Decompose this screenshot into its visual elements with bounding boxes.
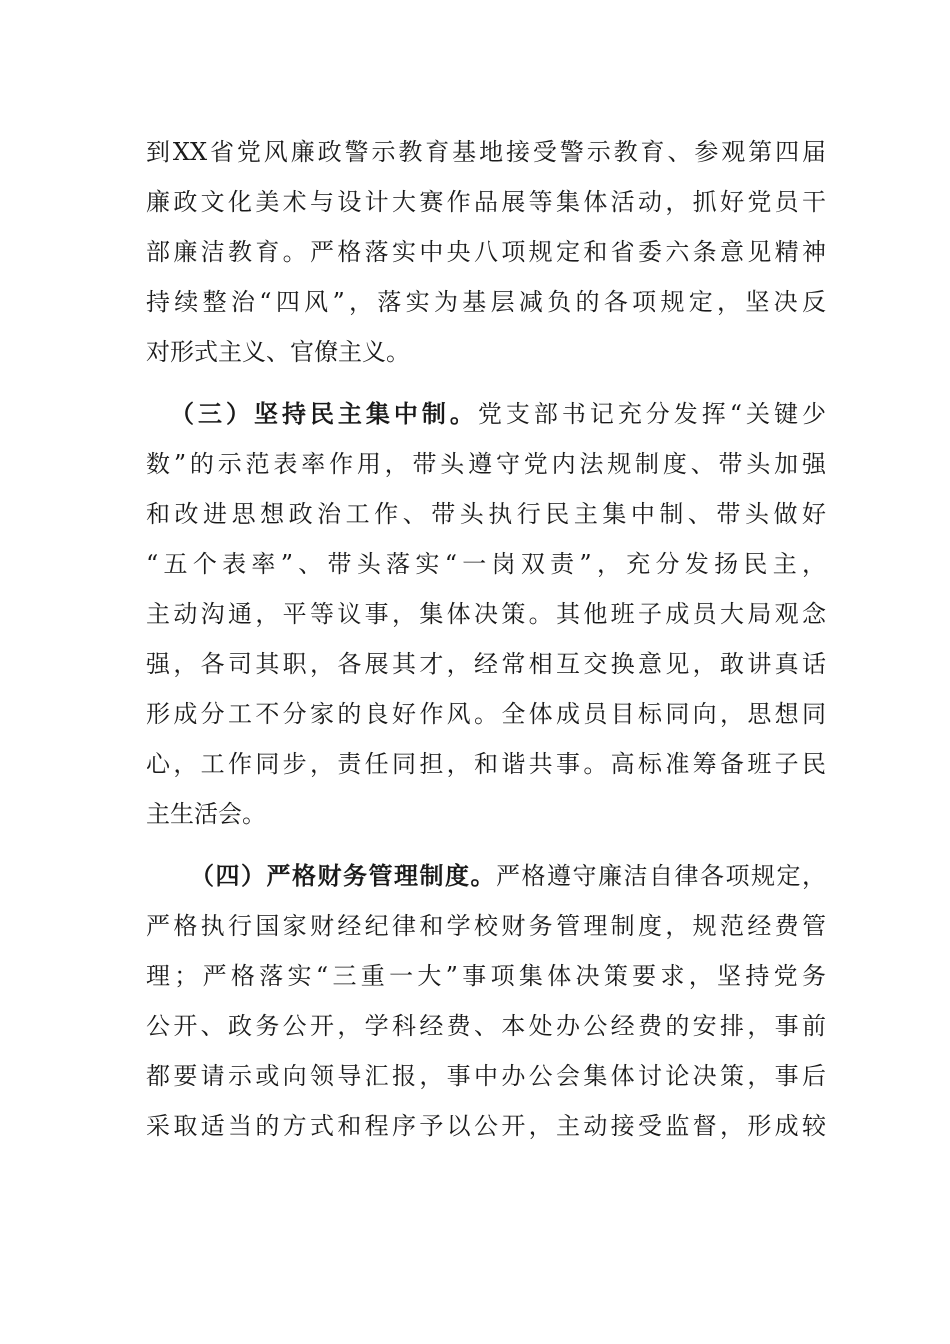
text-line: 和改进思想政治工作、带头执行民主集中制、带头做好	[146, 500, 826, 528]
section-heading: （四）严格财务管理制度。	[190, 861, 496, 890]
text-line: 都要请示或向领导汇报，事中办公会集体讨论决策，事后	[146, 1062, 826, 1090]
text-line: 严格执行国家财经纪律和学校财务管理制度，规范经费管	[146, 912, 826, 940]
text-line: 采取适当的方式和程序予以公开，主动接受监督，形成较	[146, 1112, 826, 1140]
text-line: 数”的示范表率作用，带头遵守党内法规制度、带头加强	[146, 450, 826, 478]
text-line: 理；严格落实“三重一大”事项集体决策要求，坚持党务	[146, 962, 826, 990]
text-line: 廉政文化美术与设计大赛作品展等集体活动，抓好党员干	[146, 188, 826, 216]
paragraph-2	[146, 389, 826, 839]
text-line: 心，工作同步，责任同担，和谐共事。高标准筹备班子民	[146, 750, 826, 778]
text-line: 主生活会。	[146, 800, 266, 828]
text-span: 严格遵守廉洁自律各项规定，	[496, 862, 826, 890]
text-line: 部廉洁教育。严格落实中央八项规定和省委六条意见精神	[146, 238, 826, 266]
paragraph-1	[146, 127, 826, 377]
paragraph-3	[146, 851, 826, 1151]
text-line	[146, 851, 826, 901]
text-line: 持续整治“四风”，落实为基层减负的各项规定，坚决反	[146, 288, 826, 316]
text-line: 强，各司其职，各展其才，经常相互交换意见，敢讲真话	[146, 650, 826, 678]
text-line: 公开、政务公开，学科经费、本处办公经费的安排，事前	[146, 1012, 826, 1040]
document-body	[146, 127, 826, 1151]
text-line: “五个表率”、带头落实“一岗双责”，充分发扬民主，	[146, 550, 826, 578]
text-line: 形成分工不分家的良好作风。全体成员目标同向，思想同	[146, 700, 826, 728]
text-line: 主动沟通，平等议事，集体决策。其他班子成员大局观念	[146, 600, 826, 628]
text-line	[146, 389, 826, 439]
text-line: 到XX省党风廉政警示教育基地接受警示教育、参观第四届	[146, 138, 826, 166]
section-heading: （三）坚持民主集中制。	[170, 399, 478, 428]
text-span: 党支部书记充分发挥“关键少	[477, 400, 826, 428]
text-line: 对形式主义、官僚主义。	[146, 338, 410, 366]
